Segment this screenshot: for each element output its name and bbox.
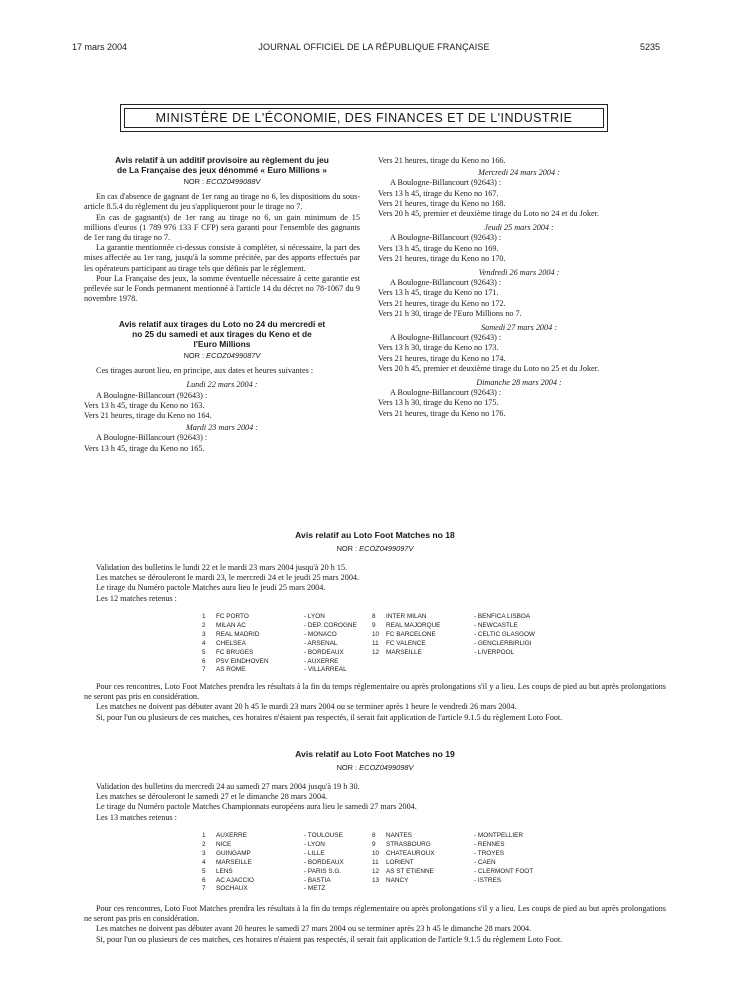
nor-label: NOR : bbox=[183, 177, 207, 187]
ministry-title: MINISTÈRE DE L'ÉCONOMIE, DES FINANCES ET DE L'INDUSTRIE bbox=[124, 108, 604, 128]
matches-table-19-right bbox=[372, 832, 554, 885]
match-row bbox=[202, 666, 384, 675]
match-row bbox=[372, 850, 554, 859]
schedule-line: Vers 13 h 45, tirage du Keno no 163. bbox=[84, 400, 205, 410]
match-number: 1 bbox=[202, 613, 206, 620]
avis2-title-line: no 25 du samedi et aux tirages du Keno et de bbox=[132, 329, 312, 340]
match-number: 1 bbox=[202, 832, 206, 839]
schedule-day-heading: Lundi 22 mars 2004 : bbox=[186, 380, 258, 390]
match-home-team: INTER MILAN bbox=[386, 613, 427, 620]
avis1-paragraph: En cas de gagnant(s) de 1er rang au tirage no 6, un gain minimum de 15 millions d'euros (1 789 976 133 F CFP) sera garanti pour l'ensemble des gagnants de 1er rang du tirage no 7. bbox=[84, 212, 360, 242]
avis3-rules bbox=[84, 682, 666, 723]
avis4-title: Avis relatif au Loto Foot Matches no 19 bbox=[295, 749, 455, 759]
match-number: 4 bbox=[202, 639, 206, 647]
schedule-day-heading: Vendredi 26 mars 2004 : bbox=[478, 268, 560, 278]
schedule-line: Vers 21 heures, tirage du Keno no 172. bbox=[378, 298, 506, 308]
match-home-team: CHATEAUROUX bbox=[386, 849, 435, 857]
match-number: 11 bbox=[372, 639, 379, 647]
match-away-team: - GENCLERBIRLIGI bbox=[474, 639, 532, 647]
avis2-intro: Ces tirages auront lieu, en principe, aux dates et heures suivantes : bbox=[96, 366, 314, 376]
match-row bbox=[372, 631, 554, 640]
match-away-team: - RENNES bbox=[474, 840, 505, 848]
avis4-rules bbox=[84, 904, 666, 945]
schedule-line: Vers 13 h 30, tirage du Keno no 175. bbox=[378, 398, 499, 408]
schedule-day-heading: Dimanche 28 mars 2004 : bbox=[476, 378, 562, 388]
avis1-title bbox=[84, 156, 360, 175]
match-row bbox=[202, 832, 384, 841]
schedule-line: Vers 13 h 45, tirage du Keno no 171. bbox=[378, 288, 499, 298]
match-number: 3 bbox=[202, 630, 206, 638]
match-home-team: STRASBOURG bbox=[386, 840, 431, 848]
match-home-team: MARSEILLE bbox=[216, 858, 252, 866]
match-row bbox=[202, 885, 384, 894]
matches-table-18-right bbox=[372, 613, 554, 658]
schedule-day-heading: Mardi 23 mars 2004 : bbox=[185, 423, 259, 433]
avis3-title: Avis relatif au Loto Foot Matches no 18 bbox=[295, 530, 455, 540]
match-number: 10 bbox=[372, 630, 380, 638]
schedule-line: Vers 21 heures, tirage du Keno no 166. bbox=[378, 156, 506, 165]
match-home-team: AUXERRE bbox=[216, 832, 247, 839]
matches-table-19-left bbox=[202, 832, 384, 894]
avis1-paragraph: Pour La Française des jeux, la somme éventuelle nécessaire à cette garantie est prélevée sur le Fonds permanent mentionné à l'article 14 du décret no 78-1067 du 9 novembre 1978. bbox=[84, 273, 360, 304]
match-home-team: AS ST ETIENNE bbox=[386, 867, 434, 875]
match-number: 4 bbox=[202, 858, 206, 866]
match-number: 3 bbox=[202, 849, 206, 857]
schedule-line: Vers 21 heures, tirage du Keno no 174. bbox=[378, 353, 506, 363]
match-number: 7 bbox=[202, 666, 206, 674]
match-number: 7 bbox=[202, 885, 206, 893]
avis2-title-line: l'Euro Millions bbox=[193, 338, 251, 349]
schedule-line: Vers 21 heures, tirage du Keno no 176. bbox=[378, 408, 506, 418]
avis4-line: Les matches se dérouleront le samedi 27 et le dimanche 28 mars 2004. bbox=[96, 792, 328, 802]
match-number: 9 bbox=[372, 621, 376, 629]
match-away-team: - AUXERRE bbox=[304, 657, 339, 665]
match-away-team: - BASTIA bbox=[304, 876, 331, 884]
match-row bbox=[202, 658, 384, 667]
match-home-team: LENS bbox=[216, 867, 233, 875]
avis3-line: Les matches se dérouleront le mardi 23, le mercredi 24 et le jeudi 25 mars 2004. bbox=[96, 573, 360, 583]
match-row bbox=[202, 640, 384, 649]
avis3-intro bbox=[84, 563, 666, 604]
avis4-paragraph: Pour ces rencontres, Loto Foot Matches prendra les résultats à la fin du temps réglementaire ou après prolongations s'il y a lieu. Les coups de pied au but après prolongations ne seront pas pris en considération. bbox=[84, 904, 666, 924]
schedule-location: A Boulogne-Billancourt (92643) : bbox=[390, 388, 502, 398]
schedule-location: A Boulogne-Billancourt (92643) : bbox=[390, 333, 502, 343]
match-away-team: - BENFICA LISBOA bbox=[474, 613, 531, 620]
nor-code: ECOZ0499098V bbox=[359, 763, 414, 772]
schedule-line: Vers 20 h 45, premier et deuxième tirage du Loto no 24 et du Joker. bbox=[378, 209, 600, 219]
match-away-team: - TOULOUSE bbox=[304, 832, 343, 839]
avis3-paragraph: Les matches ne doivent pas débuter avant 20 h 45 le mardi 23 mars 2004 ou se terminer après 1 heure le vendredi 26 mars 2004. bbox=[96, 702, 517, 712]
nor-code: ECOZ0499087V bbox=[206, 351, 261, 361]
match-away-team: - CELTIC GLASGOW bbox=[474, 630, 535, 638]
match-home-team: REAL MADRID bbox=[216, 630, 260, 638]
avis4-paragraph: Si, pour l'un ou plusieurs de ces matches, ces horaires n'étaient pas respectés, il serait fait application de l'article 9.1.5 du règlement Loto Foot. bbox=[96, 934, 563, 944]
match-number: 5 bbox=[202, 867, 206, 875]
match-away-team: - DEP. COROGNE bbox=[304, 621, 357, 629]
match-number: 6 bbox=[202, 657, 206, 665]
match-number: 12 bbox=[372, 867, 380, 875]
match-home-team: SOCHAUX bbox=[216, 885, 248, 893]
match-home-team: CHELSEA bbox=[216, 639, 246, 647]
schedule-line: Vers 21 heures, tirage du Keno no 170. bbox=[378, 253, 506, 263]
ministry-title-box bbox=[120, 104, 608, 132]
avis1-paragraph: En cas d'absence de gagnant de 1er rang au tirage no 6, les dispositions du sous-article 8.5.4 du règlement du jeu s'appliqueront pour le tirage no 7. bbox=[84, 192, 360, 212]
match-away-team: - LILLE bbox=[304, 849, 325, 857]
match-row bbox=[202, 649, 384, 658]
match-home-team: AS ROME bbox=[216, 666, 246, 674]
match-away-team: - LIVERPOOL bbox=[474, 648, 515, 656]
match-row bbox=[372, 877, 554, 886]
match-row bbox=[202, 859, 384, 868]
avis1-nor bbox=[84, 176, 360, 187]
match-home-team: AC AJACCIO bbox=[216, 876, 254, 884]
match-row bbox=[372, 649, 554, 658]
schedule-line: Vers 13 h 45, tirage du Keno no 165. bbox=[84, 443, 205, 453]
avis3-line: Validation des bulletins le lundi 22 et le mardi 23 mars 2004 jusqu'à 20 h 15. bbox=[96, 563, 348, 572]
match-away-team: - ISTRES bbox=[474, 876, 501, 884]
match-home-team: NANTES bbox=[386, 832, 412, 839]
match-away-team: - MONACO bbox=[304, 630, 337, 638]
nor-code: ECOZ0499088V bbox=[206, 177, 261, 187]
match-number: 10 bbox=[372, 849, 380, 857]
schedule-day-heading: Samedi 27 mars 2004 : bbox=[481, 323, 557, 333]
match-home-team: LORIENT bbox=[386, 858, 414, 866]
avis3-line: Les 12 matches retenus : bbox=[96, 593, 177, 603]
avis4-line: Le tirage du Numéro pactole Matches Championnats européens aura lieu le samedi 27 mars 2004. bbox=[96, 802, 417, 812]
avis1-title-line: Avis relatif à un additif provisoire au règlement du jeu bbox=[115, 155, 329, 165]
match-row bbox=[372, 859, 554, 868]
match-number: 11 bbox=[372, 858, 379, 866]
match-row bbox=[372, 613, 554, 622]
schedule-line: Vers 21 heures, tirage du Keno no 164. bbox=[84, 411, 212, 421]
match-home-team: REAL MAJORQUE bbox=[386, 621, 441, 629]
schedule-day-heading: Mercredi 24 mars 2004 : bbox=[478, 168, 560, 178]
match-home-team: NICE bbox=[216, 840, 232, 848]
match-row bbox=[202, 622, 384, 631]
nor-label: NOR : bbox=[183, 351, 207, 361]
schedule-location: A Boulogne-Billancourt (92643) : bbox=[390, 278, 502, 288]
match-away-team: - BORDEAUX bbox=[304, 858, 344, 866]
avis3-paragraph: Si, pour l'un ou plusieurs de ces matches, ces horaires n'étaient pas respectés, il serait fait application de l'article 9.1.5 du règlement Loto Foot. bbox=[96, 712, 563, 722]
match-row bbox=[202, 613, 384, 622]
match-row bbox=[372, 622, 554, 631]
match-number: 5 bbox=[202, 648, 206, 656]
match-away-team: - LYON bbox=[304, 840, 325, 848]
match-home-team: FC BRUGES bbox=[216, 648, 254, 656]
schedule-line: Vers 21 h 30, tirage de l'Euro Millions no 7. bbox=[378, 308, 522, 318]
schedule-location: A Boulogne-Billancourt (92643) : bbox=[96, 390, 208, 400]
nor-code: ECOZ0499097V bbox=[359, 544, 414, 553]
schedule-line: Vers 13 h 45, tirage du Keno no 169. bbox=[378, 243, 499, 253]
match-number: 6 bbox=[202, 876, 206, 884]
match-number: 8 bbox=[372, 832, 376, 839]
nor-label: NOR : bbox=[336, 544, 360, 553]
match-home-team: MARSEILLE bbox=[386, 648, 422, 656]
match-away-team: - NEWCASTLE bbox=[474, 621, 518, 629]
match-row bbox=[372, 832, 554, 841]
avis3-line: Le tirage du Numéro pactole Matches aura lieu le jeudi 25 mars 2004. bbox=[96, 583, 326, 593]
match-away-team: - CLERMONT FOOT bbox=[474, 867, 534, 875]
match-home-team: FC BARCELONE bbox=[386, 630, 436, 638]
avis4-intro bbox=[84, 782, 666, 823]
match-row bbox=[372, 868, 554, 877]
match-away-team: - LYON bbox=[304, 613, 325, 620]
running-header-date: 17 mars 2004 bbox=[72, 42, 128, 52]
avis2-title bbox=[84, 320, 360, 349]
match-row bbox=[202, 850, 384, 859]
matches-table-18-left bbox=[202, 613, 384, 675]
match-away-team: - PARIS S.G. bbox=[304, 867, 342, 875]
schedule-day-heading: Jeudi 25 mars 2004 : bbox=[484, 223, 554, 233]
avis3-paragraph: Pour ces rencontres, Loto Foot Matches prendra les résultats à la fin du temps réglementaire ou après prolongations s'il y a lieu. Les coups de pied au but après prolongations ne seront pas pris en considération. bbox=[84, 682, 666, 702]
avis1-title-line: de La Française des jeux dénommé « Euro Millions » bbox=[117, 164, 327, 175]
match-home-team: GUINGAMP bbox=[216, 849, 251, 857]
right-column bbox=[378, 156, 660, 419]
match-row bbox=[372, 640, 554, 649]
avis2-nor bbox=[84, 350, 360, 361]
match-number: 2 bbox=[202, 840, 206, 848]
avis2-title-line: Avis relatif aux tirages du Loto no 24 du mercredi et bbox=[118, 319, 326, 330]
match-away-team: - VILLARREAL bbox=[304, 666, 347, 674]
running-header-page-number: 5235 bbox=[639, 42, 660, 52]
match-home-team: NANCY bbox=[386, 876, 409, 884]
schedule-line: Vers 21 heures, tirage du Keno no 168. bbox=[378, 198, 506, 208]
match-row bbox=[202, 868, 384, 877]
schedule-line: Vers 13 h 45, tirage du Keno no 167. bbox=[378, 188, 499, 198]
match-row bbox=[372, 841, 554, 850]
match-home-team: MILAN AC bbox=[216, 621, 246, 629]
left-column bbox=[84, 156, 360, 454]
schedule-location: A Boulogne-Billancourt (92643) : bbox=[390, 233, 502, 243]
match-away-team: - METZ bbox=[304, 885, 326, 893]
match-away-team: - CAEN bbox=[474, 858, 496, 866]
schedule-line: Vers 13 h 30, tirage du Keno no 173. bbox=[378, 343, 499, 353]
avis4-line: Validation des bulletins du mercredi 24 au samedi 27 mars 2004 jusqu'à 19 h 30. bbox=[96, 782, 360, 791]
match-away-team: - ARSENAL bbox=[304, 639, 338, 647]
match-number: 2 bbox=[202, 621, 206, 629]
match-number: 8 bbox=[372, 613, 376, 620]
schedule-location: A Boulogne-Billancourt (92643) : bbox=[390, 178, 502, 188]
avis3-nor bbox=[84, 543, 666, 554]
match-away-team: - BORDEAUX bbox=[304, 648, 344, 656]
match-away-team: - TROYES bbox=[474, 849, 505, 857]
match-home-team: PSV EINDHOVEN bbox=[216, 657, 269, 665]
schedule-location: A Boulogne-Billancourt (92643) : bbox=[96, 433, 208, 443]
match-row bbox=[202, 841, 384, 850]
avis1-paragraph: La garantie mentionnée ci-dessus consiste à compléter, si nécessaire, la part des mises affectée au 1er rang, jusqu'à la somme précitée, par des apports effectués par les opérateurs participant au tirage tels que définis par le règlement. bbox=[84, 243, 360, 273]
match-number: 12 bbox=[372, 648, 380, 656]
avis4-nor bbox=[84, 762, 666, 773]
match-home-team: FC PORTO bbox=[216, 613, 249, 620]
avis4-line: Les 13 matches retenus : bbox=[96, 812, 177, 822]
match-number: 9 bbox=[372, 840, 376, 848]
nor-label: NOR : bbox=[336, 763, 360, 772]
match-number: 13 bbox=[372, 876, 380, 884]
avis4-paragraph: Les matches ne doivent pas débuter avant 20 heures le samedi 27 mars 2004 ou se terminer après 23 h 45 le dimanche 28 mars 2004. bbox=[96, 924, 532, 934]
schedule-line: Vers 20 h 45, premier et deuxième tirage du Loto no 25 et du Joker. bbox=[378, 363, 600, 373]
match-home-team: FC VALENCE bbox=[386, 639, 426, 647]
match-row bbox=[202, 631, 384, 640]
match-row bbox=[202, 877, 384, 886]
running-header-journal: JOURNAL OFFICIEL DE LA RÉPUBLIQUE FRANÇAISE bbox=[258, 42, 490, 52]
match-away-team: - MONTPELLIER bbox=[474, 832, 524, 839]
